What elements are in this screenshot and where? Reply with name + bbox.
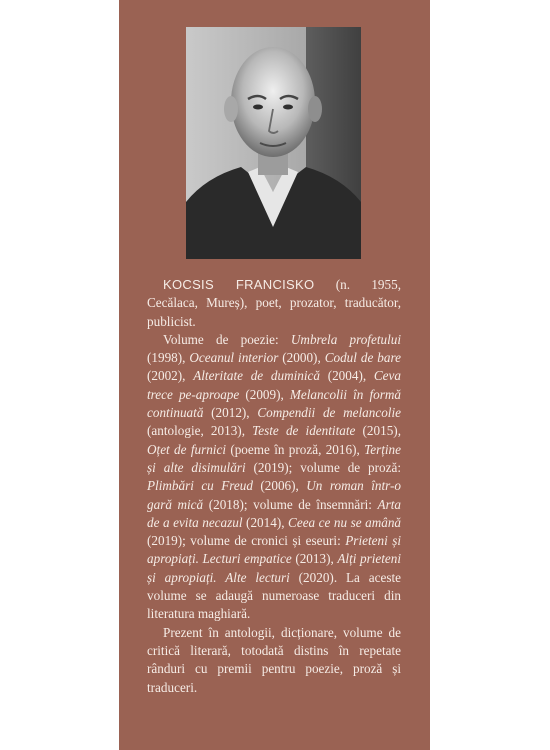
bio-text-run: (2009), (239, 386, 290, 402)
book-title: Codul de bare (324, 350, 401, 366)
book-title: Ceea ce nu se amână (288, 514, 402, 530)
book-title: Arta de a evita necazul (147, 496, 401, 530)
book-title: Oțet de furnici (147, 441, 226, 457)
bio-text-run: (2006), (252, 478, 307, 494)
bio-text-run: (2020). La aceste volume se adaugă numeroase traduceri din literatura maghiară. (147, 569, 402, 622)
book-title: Alteritate de duminică (193, 368, 320, 384)
author-intro: (n. 1955, Cecălaca, Mureș), poet, prozator, traducător, publicist. (147, 277, 401, 329)
bio-text-run: (poeme în proză, 2016), (225, 441, 365, 457)
bio-text-run: (2018); volume de însemnări: (203, 496, 378, 512)
bio-text-run: (antologie, 2013), (147, 423, 253, 439)
author-portrait-image (186, 27, 361, 259)
book-title: Prieteni și apropiați. Lecturi empatice (147, 533, 402, 567)
bio-text-run: (2019); volume de proză: (245, 459, 401, 475)
bio-paragraph-awards: Prezent în antologii, dicționare, volume de critică literară, totodată distins în repetate rânduri cu premii pentru poezie, proză și traduceri. (147, 624, 401, 695)
bio-text-run: (2002), (147, 368, 194, 384)
bio-paragraph-intro (147, 276, 401, 331)
bio-text-run: (2019); volume de cronici și eseuri: (147, 533, 346, 549)
bio-text-run: Volume de poezie: (163, 331, 291, 347)
bio-paragraph-works (147, 331, 401, 624)
author-photo (186, 27, 361, 259)
book-title: Un roman într-o gară mică (147, 478, 401, 512)
bio-text-run: (1998), (147, 350, 190, 366)
bio-text-run: (2014), (242, 514, 289, 530)
bio-text-run: (2004), (319, 368, 374, 384)
book-title: Oceanul interior (189, 350, 279, 366)
bio-text-run: (2015), (355, 423, 401, 439)
bio-text-run: (2012), (203, 405, 258, 421)
bio-text-run: (2000), (278, 350, 325, 366)
book-title: Ceva trece pe-aproape (147, 368, 401, 402)
book-title: Umbrela profetului (290, 331, 402, 347)
book-title: Compendii de melancolie (257, 405, 401, 421)
book-title: Plimbări cu Freud (147, 478, 253, 494)
book-title: Terține și alte disimulări (147, 441, 401, 475)
back-cover-panel (119, 0, 430, 750)
book-title: Teste de identitate (252, 423, 356, 439)
book-title: Alți prieteni și apropiați. Alte lecturi (147, 551, 401, 585)
bio-text-run: (2013), (291, 551, 338, 567)
book-title: Melancolii în formă continuată (147, 386, 401, 421)
author-bio (147, 276, 401, 697)
author-name: KOCSIS FRANCISKO (163, 277, 315, 292)
